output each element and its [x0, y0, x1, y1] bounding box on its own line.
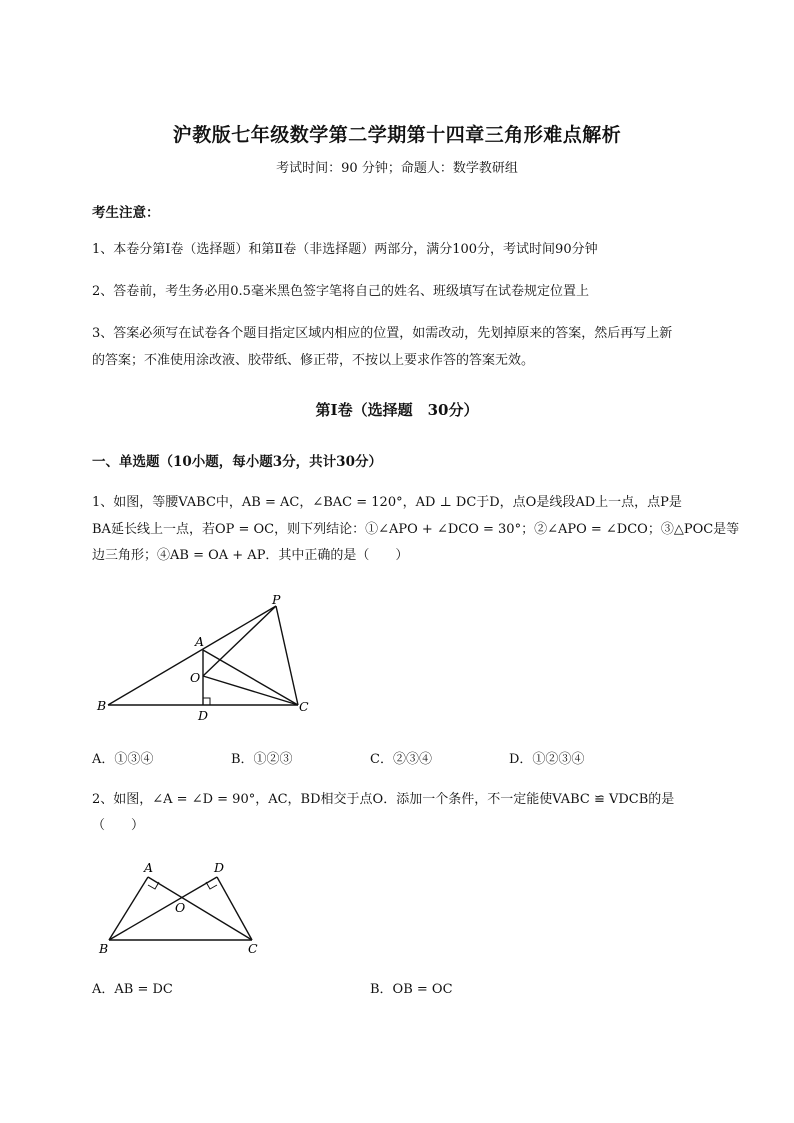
label-A: A — [195, 634, 205, 649]
question-1-text: 边三角形；④AB = OA + AP．其中正确的是（ ） — [92, 548, 409, 563]
question-1-text: 1、如图，等腰VABC中，AB = AC，∠BAC = 120°，AD ⊥ DC于D，点O是线段AD上一点，点P是 — [92, 495, 682, 510]
q1-option-c[interactable]: C．②③④ — [370, 752, 432, 767]
notice-item-continued: 的答案；不准使用涂改液、胶带纸、修正带，不按以上要求作答的答案无效。 — [92, 353, 535, 368]
part-heading: 一、单选题（10小题，每小题3分，共计30分） — [92, 454, 382, 470]
notice-item: 1、本卷分第Ⅰ卷（选择题）和第Ⅱ卷（非选择题）两部分，满分100分，考试时间90分钟 — [92, 242, 598, 257]
q2-option-a[interactable]: A．AB = DC — [92, 982, 173, 997]
label-B: B — [97, 698, 107, 713]
label-C: C — [248, 941, 258, 956]
q2-option-b[interactable]: B．OB = OC — [370, 982, 453, 997]
question-1-text: BA延长线上一点，若OP = OC，则下列结论：①∠APO + ∠DCO = 30°；②∠APO = ∠DCO；③△POC是等 — [92, 522, 740, 537]
q1-option-b[interactable]: B．①②③ — [231, 752, 293, 767]
section-title: 第Ⅰ卷（选择题 30分） — [315, 401, 479, 419]
notice-item: 3、答案必须写在试卷各个题目指定区域内相应的位置，如需改动，先划掉原来的答案，然后再写上新 — [92, 326, 673, 341]
label-B: B — [99, 941, 109, 956]
question-2-text: 2、如图，∠A = ∠D = 90°，AC，BD相交于点O．添加一个条件，不一定能使VABC ≌ VDCB的是 — [92, 792, 675, 807]
document-title: 沪教版七年级数学第二学期第十四章三角形难点解析 — [172, 124, 622, 146]
question-1-figure — [95, 590, 325, 725]
label-D: D — [214, 860, 225, 875]
label-C: C — [299, 699, 309, 714]
label-O: O — [175, 900, 186, 915]
question-2-figure — [95, 855, 270, 960]
label-A: A — [144, 860, 154, 875]
label-P: P — [272, 592, 281, 607]
exam-info: 考试时间：90 分钟；命题人：数学教研组 — [276, 161, 518, 176]
notice-item: 2、答卷前，考生务必用0.5毫米黑色签字笔将自己的姓名、班级填写在试卷规定位置上 — [92, 284, 589, 299]
question-2-text: （ ） — [92, 818, 145, 833]
notice-heading: 考生注意： — [92, 205, 160, 221]
q1-option-a[interactable]: A．①③④ — [92, 752, 154, 767]
q1-option-d[interactable]: D．①②③④ — [509, 752, 585, 767]
label-D: D — [198, 708, 209, 723]
label-O: O — [190, 670, 201, 685]
